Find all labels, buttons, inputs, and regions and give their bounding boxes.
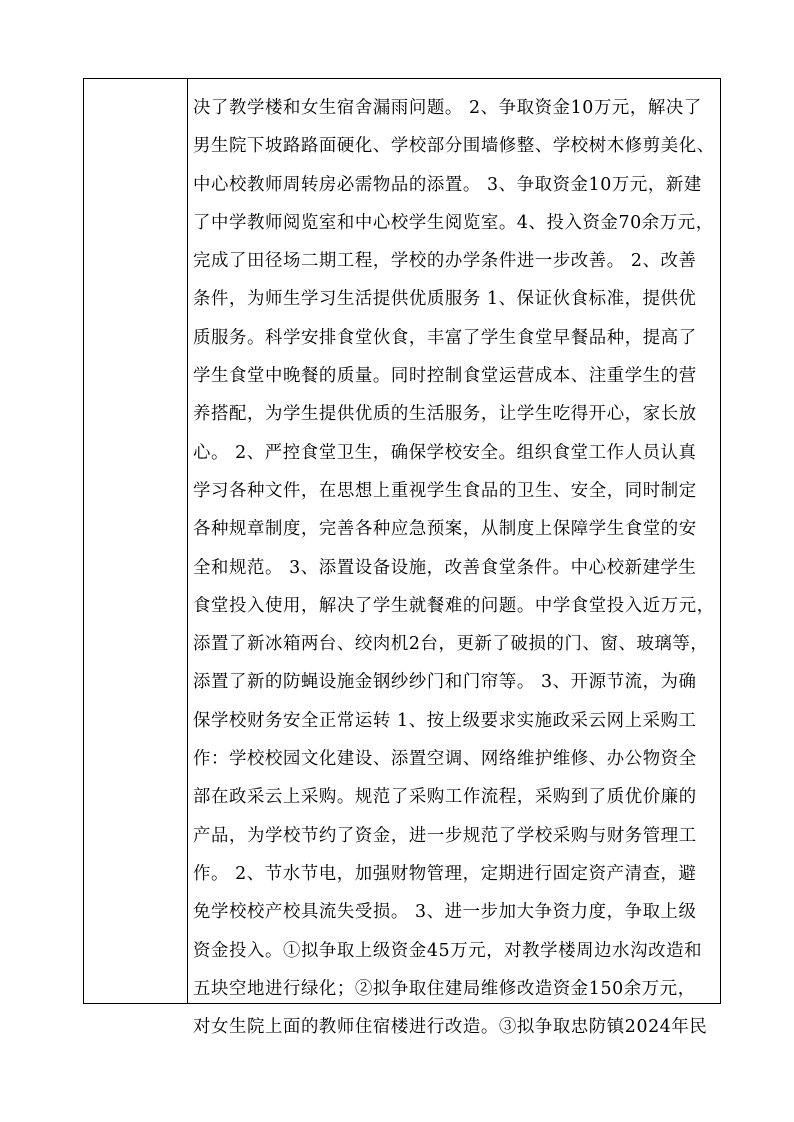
text-line: 保学校财务安全正常运转 1、按上级要求实施政采云网上采购工 (193, 710, 697, 731)
table-content-cell (193, 89, 715, 1038)
column-divider (187, 79, 188, 1003)
text-line: 心。 2、严控食堂卫生，确保学校安全。组织食堂工作人员认真 (193, 442, 697, 463)
text-line: 作。 2、节水节电，加强财物管理，定期进行固定资产清查，避 (193, 863, 697, 884)
text-line: 学生食堂中晚餐的质量。同时控制食堂运营成本、注重学生的营 (193, 366, 697, 387)
document-table (83, 78, 721, 1038)
text-line: 产品，为学校节约了资金，进一步规范了学校采购与财务管理工 (193, 825, 697, 846)
text-line: 免学校校产校具流失受损。 3、进一步加大争资力度，争取上级 (193, 902, 697, 923)
text-line: 质服务。科学安排食堂伙食，丰富了学生食堂早餐品种，提高了 (193, 327, 697, 348)
text-line: 作：学校校园文化建设、添置空调、网络维护维修、办公物资全 (193, 749, 697, 770)
text-line: 添置了新的防蝇设施金钢纱纱门和门帘等。 3、开源节流，为确 (193, 672, 697, 693)
text-line: 各种规章制度，完善各种应急预案，从制度上保障学生食堂的安 (193, 519, 697, 540)
text-line: 男生院下坡路路面硬化、学校部分围墙修整、学校树木修剪美化、 (193, 136, 715, 157)
text-line: 全和规范。 3、添置设备设施，改善食堂条件。中心校新建学生 (193, 557, 697, 578)
text-line: 决了教学楼和女生宿舍漏雨问题。 2、争取资金10万元，解决了 (193, 98, 702, 118)
text-line: 中心校教师周转房必需物品的添置。 3、争取资金10万元，新建 (193, 174, 702, 195)
text-line: 食堂投入使用，解决了学生就餐难的问题。中学食堂投入近万元， (193, 595, 715, 616)
text-line: 资金投入。①拟争取上级资金45万元，对教学楼周边水沟改造和 (193, 940, 703, 961)
text-line: 部在政采云上采购。规范了采购工作流程，采购到了质优价廉的 (193, 787, 697, 808)
text-line: 对女生院上面的教师住宿楼进行改造。③拟争取忠防镇2024年民 (193, 1017, 708, 1038)
text-line: 五块空地进行绿化；②拟争取住建局维修改造资金150余万元， (193, 978, 696, 999)
text-line: 学习各种文件，在思想上重视学生食品的卫生、安全，同时制定 (193, 480, 697, 501)
table-label-cell (84, 79, 187, 1003)
text-line: 条件，为师生学习生活提供优质服务 1、保证伙食标准，提供优 (193, 289, 697, 310)
text-line: 添置了新冰箱两台、绞肉机2台，更新了破损的门、窗、玻璃等， (193, 634, 709, 655)
text-line: 养搭配，为学生提供优质的生活服务，让学生吃得开心，家长放 (193, 404, 697, 425)
text-line: 了中学教师阅览室和中心校学生阅览室。4、投入资金70余万元， (193, 212, 714, 233)
text-line: 完成了田径场二期工程，学校的办学条件进一步改善。 2、改善 (193, 251, 697, 272)
